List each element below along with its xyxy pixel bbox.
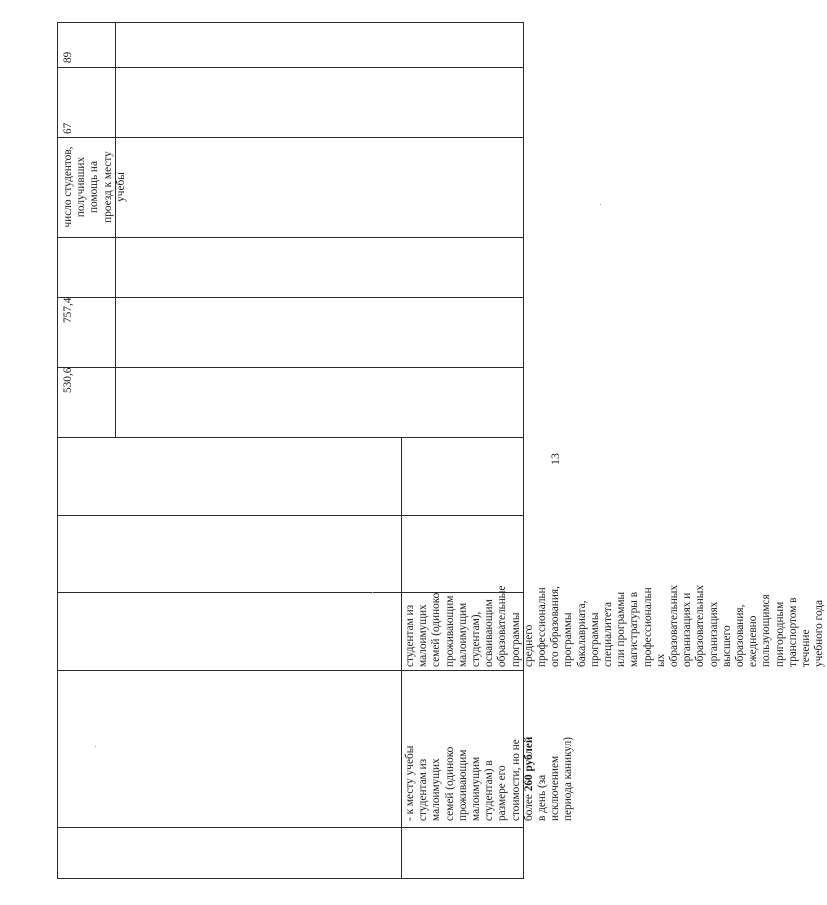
measure-text-part: в день (за исключением периода каникул) <box>536 737 575 821</box>
scan-speck <box>600 204 601 205</box>
column-rule <box>58 297 523 298</box>
cell-value-757: 757,4 <box>62 297 74 323</box>
column-rule <box>58 827 523 828</box>
cell-indicator: число студентов, получивших помощь на проезд к месту учебы <box>62 146 127 228</box>
column-rule <box>58 137 523 138</box>
page-number: 13 <box>548 453 562 465</box>
scan-speck <box>95 746 96 747</box>
column-rule <box>58 437 523 438</box>
column-rule <box>58 670 523 671</box>
cell-value-89: 89 <box>62 51 74 63</box>
measure-amount: 260 рублей <box>522 736 535 792</box>
cell-value-67: 67 <box>62 122 74 134</box>
cell-recipients: студентам из малоимущих семей (одиноко проживающим малоимущим студентам), осваивающим образовательные программы среднего профессиональн ого образования, программы бакалавриата, программы специалитета или программы магистратуры в профессиональн ых образовательных организациях и образовательных организациях высшего образования, ежедневно пользующимся пригородным транспортом в течение учебного года <box>404 584 826 667</box>
column-rule <box>58 67 523 68</box>
column-rule <box>58 515 523 516</box>
column-rule <box>58 237 523 238</box>
scan-speck <box>372 592 373 593</box>
row-rule <box>401 438 402 878</box>
cell-measure-description <box>404 737 576 821</box>
cell-value-530: 530,6 <box>62 367 74 393</box>
measure-text-part: - к месту учебы студентам из малоимущих семей (одиноко проживающим малоимущим студентам) в размере его стоимости, но не более <box>404 739 535 821</box>
column-rule <box>58 367 523 368</box>
